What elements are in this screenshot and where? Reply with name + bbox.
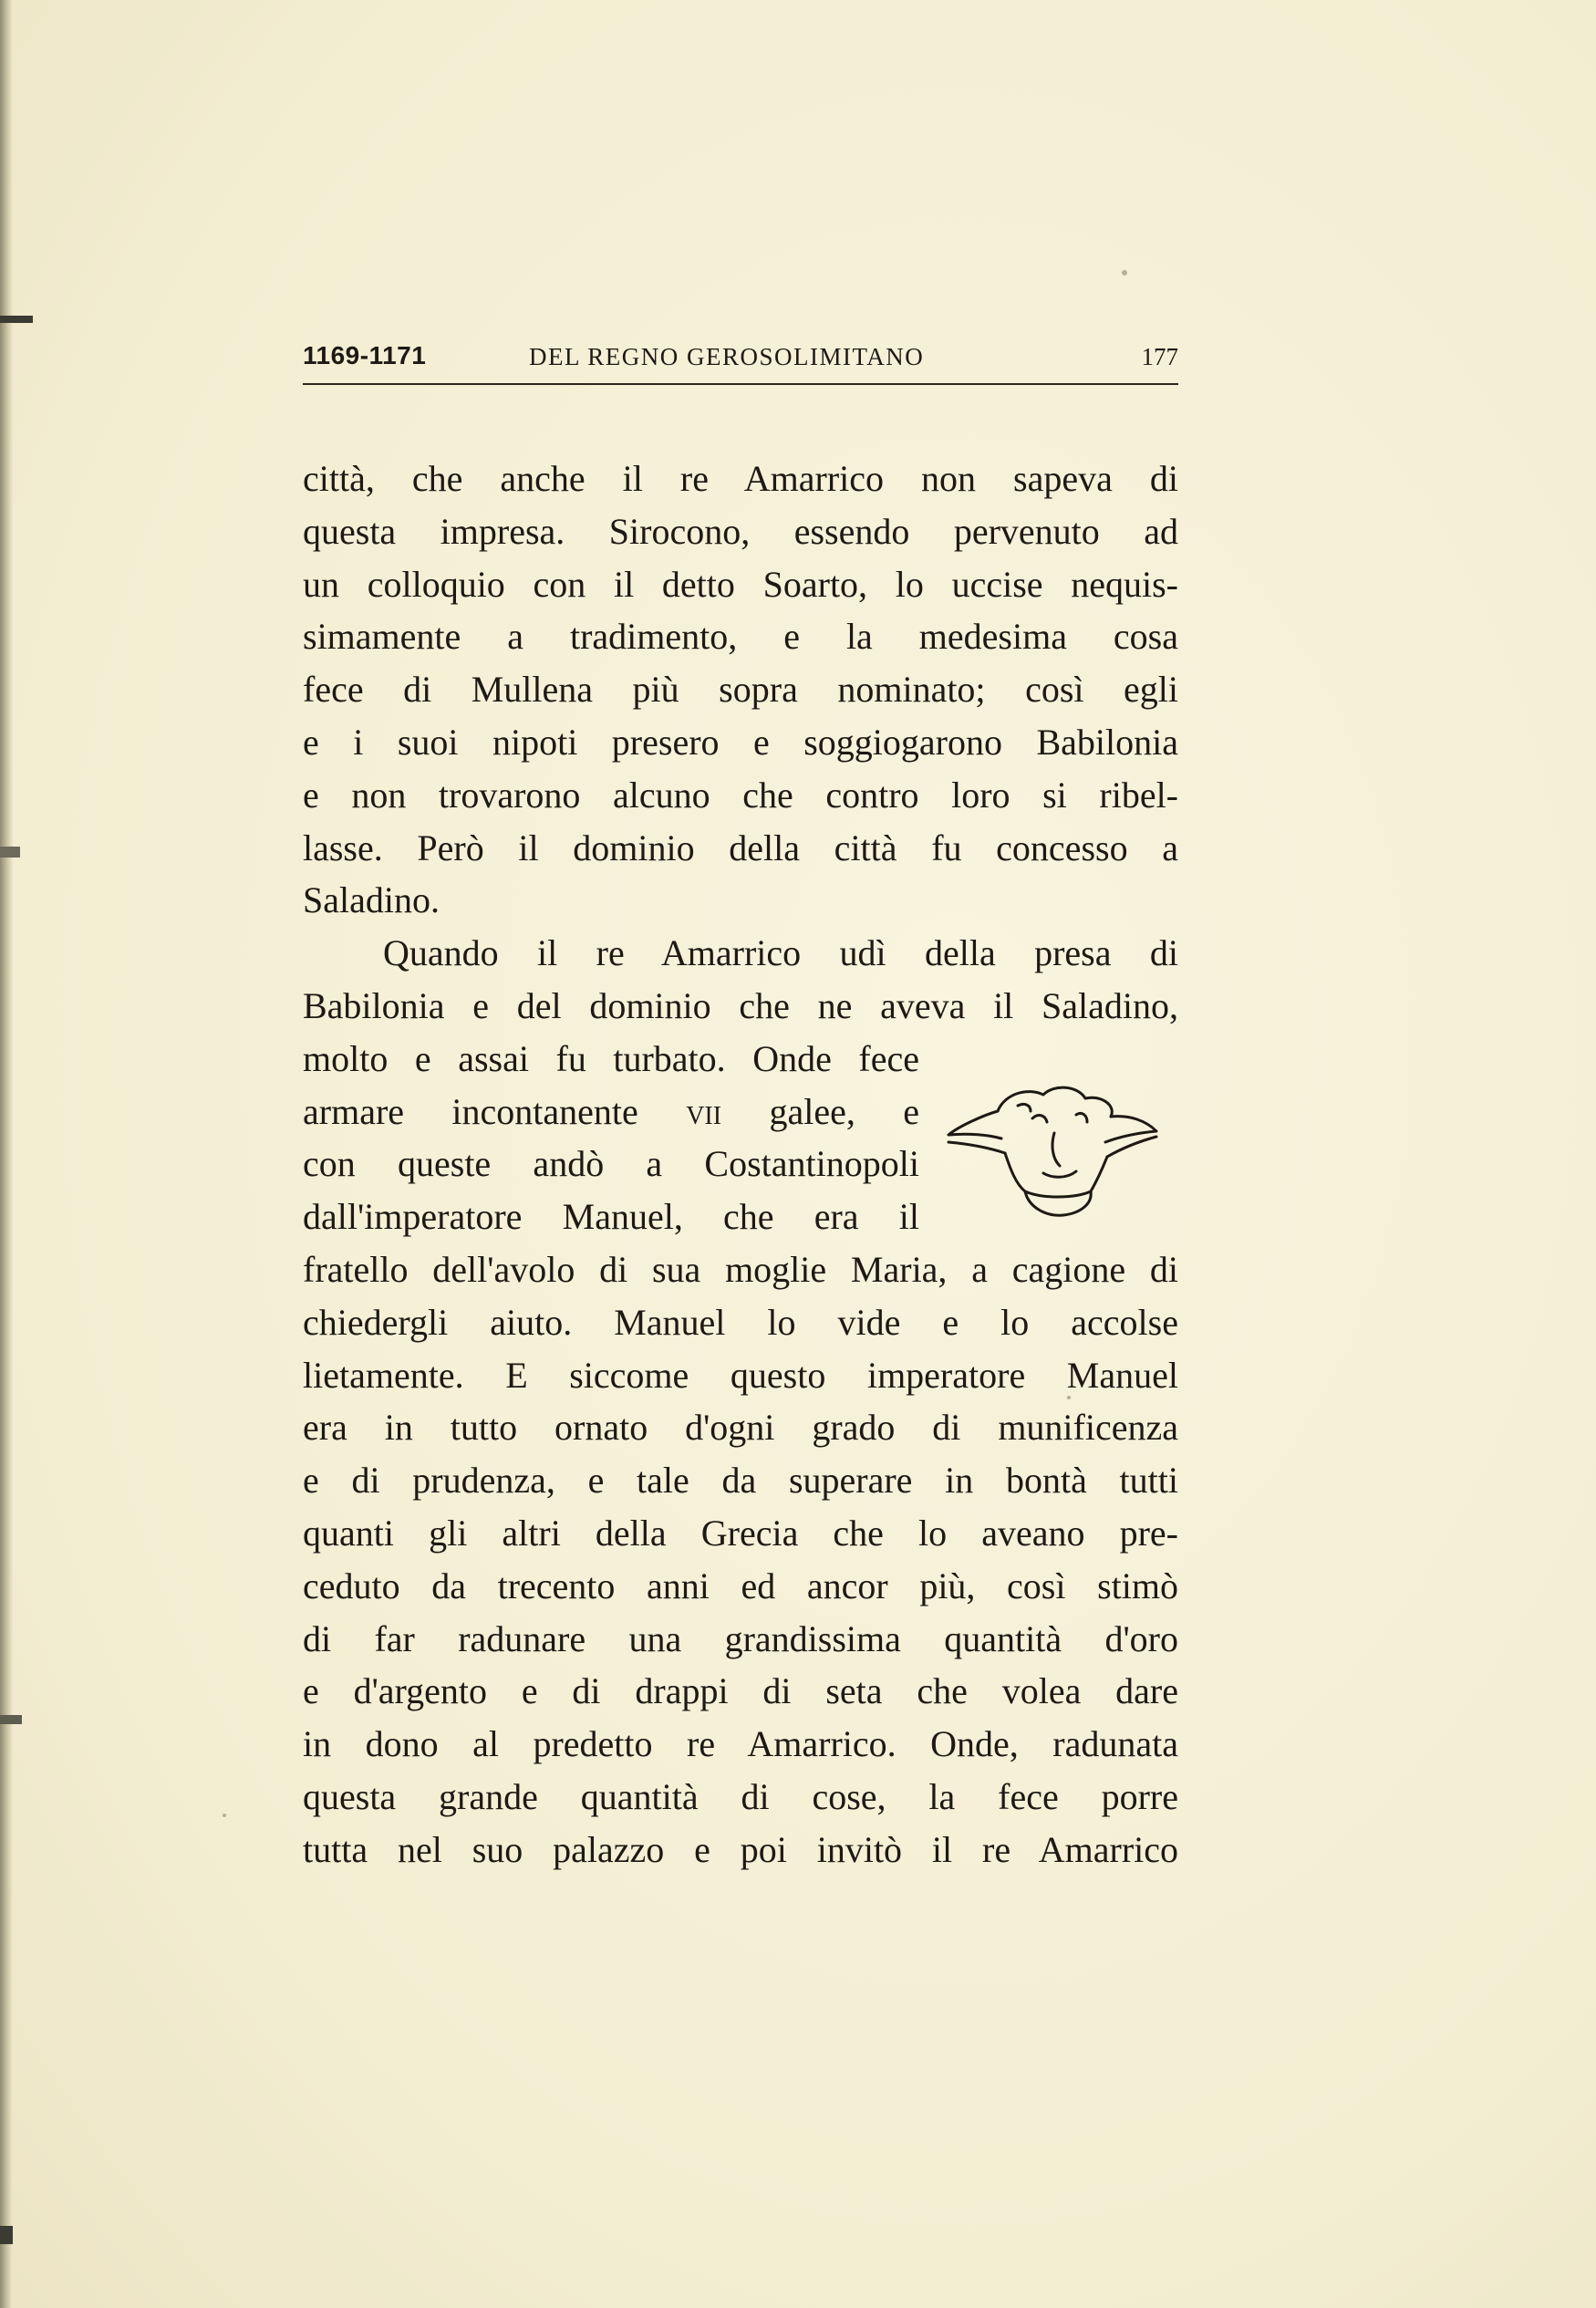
text-line: era in tutto ornato d'ogni grado di munificenza — [303, 1407, 1178, 1449]
text-line: simamente a tradimento, e la medesima cosa — [303, 616, 1178, 658]
grotesque-face-ornament-icon — [941, 1078, 1160, 1224]
text-line: in dono al predetto re Amarrico. Onde, radunata — [303, 1723, 1178, 1765]
binding-stitch — [0, 2226, 13, 2244]
binding-stitch — [0, 316, 33, 323]
roman-numeral: vii — [686, 1090, 722, 1132]
text-line: e di prudenza, e tale da superare in bontà tutti — [303, 1460, 1178, 1502]
header-title: DEL REGNO GEROSOLIMITANO — [529, 343, 925, 370]
text-line: e non trovarono alcuno che contro loro si ribel- — [303, 774, 1178, 816]
text-line: e i suoi nipoti presero e soggiogarono Babilonia — [303, 721, 1178, 763]
text-line: lietamente. E siccome questo imperatore Manuel — [303, 1354, 1178, 1396]
paper-speck — [1122, 270, 1127, 276]
binding-stitch — [0, 847, 20, 858]
text-line: fece di Mullena più sopra nominato; così egli — [303, 669, 1178, 711]
page-binding-edge — [0, 0, 13, 2308]
text-line: e d'argento e di drappi di seta che volea dare — [303, 1670, 1178, 1712]
page-number: 177 — [1141, 343, 1178, 370]
text-line: questa grande quantità di cose, la fece porre — [303, 1775, 1178, 1817]
text-line: lasse. Però il dominio della città fu concesso a — [303, 827, 1178, 868]
binding-stitch — [0, 1715, 22, 1724]
text-line-indented: Quando il re Amarrico udì della presa di — [383, 932, 1178, 974]
text-fragment: armare incontanente — [303, 1090, 687, 1132]
paper-speck — [223, 1814, 226, 1817]
text-line — [303, 1086, 919, 1138]
text-line: Saladino. — [303, 879, 440, 921]
text-line: dall'imperatore Manuel, che era il — [303, 1196, 919, 1238]
text-line: città, che anche il re Amarrico non sapeva di — [303, 458, 1178, 499]
header-years: 1169-1171 — [303, 341, 427, 369]
text-line: di far radunare una grandissima quantità d'oro — [303, 1617, 1178, 1659]
text-line: chiedergli aiuto. Manuel lo vide e lo accolse — [303, 1301, 1178, 1343]
text-line: tutta nel suo palazzo e poi invitò il re Amarrico — [303, 1828, 1178, 1870]
text-line: quanti gli altri della Grecia che lo aveano pre- — [303, 1512, 1178, 1554]
text-line: molto e assai fu turbato. Onde fece — [303, 1037, 919, 1079]
text-line: questa impresa. Sirocono, essendo pervenuto ad — [303, 510, 1178, 552]
text-fragment: galee, e — [721, 1090, 919, 1132]
text-line: Babilonia e del dominio che ne aveva il Saladino, — [303, 984, 1178, 1026]
running-header — [303, 336, 1178, 385]
text-line: ceduto da trecento anni ed ancor più, così stimò — [303, 1565, 1178, 1606]
text-line: un colloquio con il detto Soarto, lo uccise nequis- — [303, 563, 1178, 605]
text-line: fratello dell'avolo di sua moglie Maria, a cagione di — [303, 1248, 1178, 1290]
text-line: con queste andò a Costantinopoli — [303, 1143, 919, 1185]
